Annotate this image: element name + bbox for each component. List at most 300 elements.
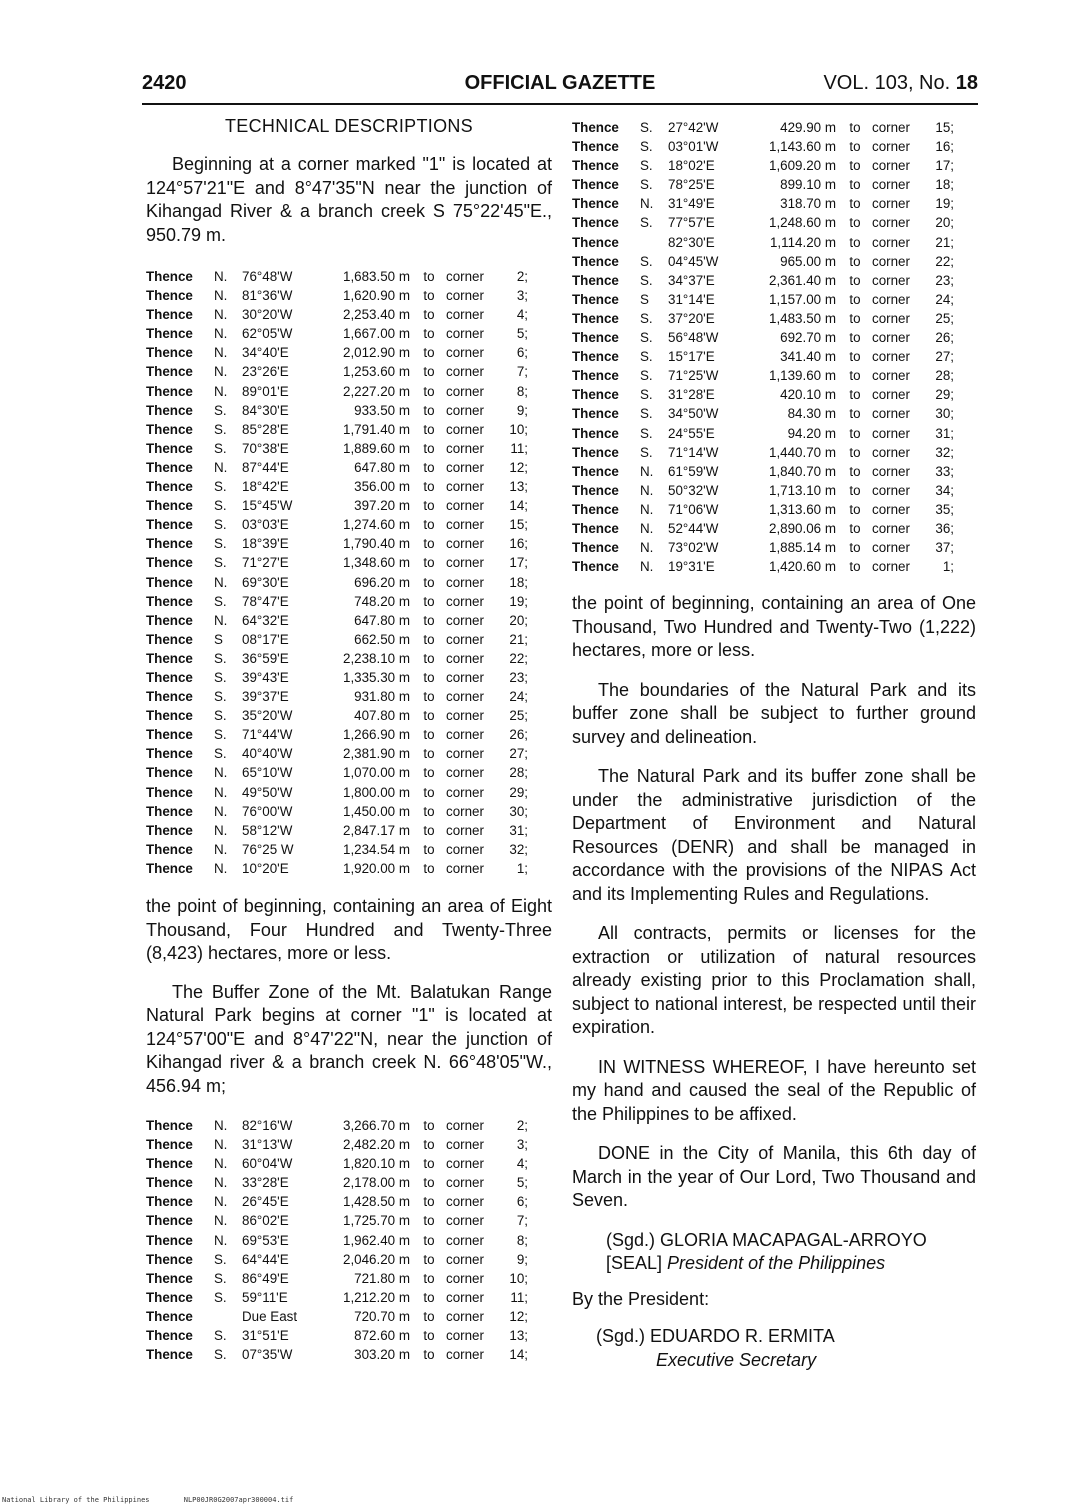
cell-to: to — [423, 1118, 435, 1133]
bearing-row — [146, 1116, 552, 1135]
cell-bearing: 24°55'E — [668, 425, 715, 441]
cell-bearing: 77°57'E — [668, 215, 715, 231]
cell-corner-number: 31; — [935, 425, 954, 441]
bearing-row — [146, 821, 552, 840]
cell-corner-word: corner — [446, 1194, 484, 1210]
cell-thence: Thence — [572, 501, 619, 517]
cell-corner-word: corner — [872, 330, 910, 346]
cell-corner-word: corner — [446, 746, 484, 762]
cell-thence: Thence — [146, 459, 193, 475]
cell-corner-number: 14; — [509, 498, 528, 514]
cell-bearing: 31°51'E — [242, 1328, 289, 1344]
cell-distance: 1,157.00 m — [769, 291, 836, 307]
cell-direction: N. — [214, 307, 228, 323]
cell-corner-word: corner — [446, 555, 484, 571]
bearing-row — [146, 1154, 552, 1173]
cell-corner-number: 21; — [509, 631, 528, 647]
cell-thence: Thence — [572, 482, 619, 498]
cell-distance: 1,335.30 m — [343, 669, 410, 685]
cell-direction: N. — [214, 1213, 228, 1229]
cell-corner-word: corner — [446, 288, 484, 304]
signer-secretary: EDUARDO R. ERMITA — [650, 1326, 835, 1347]
cell-direction: N. — [214, 1232, 228, 1248]
cell-direction: S. — [214, 1328, 227, 1344]
cell-thence: Thence — [572, 291, 619, 307]
cell-to: to — [423, 765, 435, 781]
cell-bearing: 58°12'W — [242, 822, 293, 838]
cell-bearing: 82°30'E — [668, 234, 715, 250]
cell-thence: Thence — [146, 1118, 193, 1133]
cell-to: to — [849, 387, 861, 403]
bearing-row — [572, 156, 976, 175]
bearing-row — [146, 744, 552, 763]
cell-distance: 2,238.10 m — [343, 650, 410, 666]
cell-bearing: 69°30'E — [242, 574, 289, 590]
cell-direction: N. — [640, 501, 654, 517]
seal-marker: [SEAL] — [606, 1253, 663, 1274]
cell-thence: Thence — [572, 215, 619, 231]
cell-corner-word: corner — [446, 669, 484, 685]
cell-corner-word: corner — [446, 1232, 484, 1248]
cell-to: to — [423, 803, 435, 819]
cell-direction: S. — [214, 708, 227, 724]
cell-distance: 2,046.20 m — [343, 1251, 410, 1267]
cell-distance: 2,253.40 m — [343, 307, 410, 323]
cell-corner-number: 16; — [509, 536, 528, 552]
cell-direction: S. — [640, 425, 653, 441]
cell-corner-word: corner — [872, 139, 910, 155]
cell-to: to — [423, 364, 435, 380]
cell-corner-word: corner — [446, 1289, 484, 1305]
publication-title: OFFICIAL GAZETTE — [464, 72, 656, 94]
cell-bearing: 31°14'E — [668, 291, 715, 307]
cell-to: to — [423, 689, 435, 705]
cell-to: to — [423, 1175, 435, 1191]
cell-distance: 1,620.90 m — [343, 288, 410, 304]
cell-distance: 1,820.10 m — [343, 1156, 410, 1172]
cell-direction: N. — [214, 574, 228, 590]
cell-corner-word: corner — [872, 215, 910, 231]
cell-to: to — [423, 1251, 435, 1267]
cell-distance: 1,713.10 m — [769, 482, 836, 498]
cell-to: to — [423, 1289, 435, 1305]
cell-corner-number: 21; — [935, 234, 954, 250]
cell-thence: Thence — [146, 1328, 193, 1344]
cell-corner-word: corner — [446, 631, 484, 647]
cell-corner-word: corner — [446, 689, 484, 705]
cell-corner-number: 10; — [509, 421, 528, 437]
cell-distance: 662.50 m — [354, 631, 410, 647]
cell-corner-word: corner — [872, 349, 910, 365]
cell-thence: Thence — [146, 650, 193, 666]
cell-thence: Thence — [146, 841, 193, 857]
bearing-row — [146, 382, 552, 401]
cell-distance: 429.90 m — [780, 120, 836, 135]
cell-corner-word: corner — [872, 291, 910, 307]
cell-thence: Thence — [572, 330, 619, 346]
cell-corner-word: corner — [446, 364, 484, 380]
cell-bearing: 76°25 W — [242, 841, 294, 857]
cell-bearing: 71°44'W — [242, 727, 293, 743]
cell-corner-number: 25; — [509, 708, 528, 724]
cell-corner-word: corner — [446, 860, 484, 876]
witness-lead: IN WITNESS WHEREOF, — [598, 1056, 808, 1077]
cell-corner-number: 4; — [516, 1156, 528, 1172]
cell-to: to — [423, 517, 435, 533]
cell-distance: 965.00 m — [780, 253, 836, 269]
cell-corner-word: corner — [872, 234, 910, 250]
bearing-row — [572, 328, 976, 347]
cell-corner-number: 1; — [942, 559, 954, 575]
cell-distance: 1,313.60 m — [769, 501, 836, 517]
cell-direction: S. — [640, 330, 653, 346]
cell-corner-number: 19; — [935, 196, 954, 212]
cell-direction: N. — [640, 196, 654, 212]
cell-corner-number: 2; — [516, 269, 528, 284]
bearing-row — [572, 233, 976, 252]
cell-direction: N. — [640, 540, 654, 556]
cell-bearing: 56°48'W — [668, 330, 719, 346]
cell-corner-number: 12; — [509, 1308, 528, 1324]
cell-corner-word: corner — [446, 784, 484, 800]
cell-thence: Thence — [146, 421, 193, 437]
cell-distance: 933.50 m — [354, 402, 410, 418]
cell-to: to — [849, 406, 861, 422]
cell-corner-word: corner — [872, 425, 910, 441]
cell-thence: Thence — [146, 689, 193, 705]
cell-corner-number: 20; — [935, 215, 954, 231]
cell-thence: Thence — [146, 1270, 193, 1286]
cell-direction: S. — [214, 440, 227, 456]
contracts-paragraph: All contracts, permits or licenses for the extraction or utilization of natural resources already existing prior to this Proclamation shall, subject to national interest, be respected until their expiration. — [572, 923, 976, 1038]
cell-thence: Thence — [572, 310, 619, 326]
cell-bearing: 03°03'E — [242, 517, 289, 533]
cell-direction: S. — [214, 689, 227, 705]
cell-to: to — [423, 746, 435, 762]
cell-corner-number: 12; — [509, 459, 528, 475]
cell-direction: S. — [214, 555, 227, 571]
cell-bearing: 36°59'E — [242, 650, 289, 666]
bearing-row — [572, 290, 976, 309]
bearing-row — [572, 118, 976, 137]
cell-to: to — [423, 555, 435, 571]
cell-distance: 94.20 m — [787, 425, 836, 441]
cell-bearing: 86°02'E — [242, 1213, 289, 1229]
cell-to: to — [423, 727, 435, 743]
buffer-area: the point of beginning, containing an area of One Thousand, Two Hundred and Twenty-Two (1,222) hectares, more or less. — [572, 593, 976, 661]
cell-corner-number: 15; — [935, 120, 954, 135]
cell-direction: S. — [214, 536, 227, 552]
cell-bearing: 84°30'E — [242, 402, 289, 418]
bearing-row — [146, 362, 552, 381]
cell-thence: Thence — [572, 463, 619, 479]
bearing-row — [146, 305, 552, 324]
cell-corner-number: 7; — [516, 364, 528, 380]
cell-thence: Thence — [146, 612, 193, 628]
cell-bearing: 03°01'W — [668, 139, 719, 155]
cell-direction: S. — [640, 349, 653, 365]
bearing-row — [572, 481, 976, 500]
cell-bearing: 86°49'E — [242, 1270, 289, 1286]
cell-corner-number: 22; — [935, 253, 954, 269]
left-column — [146, 116, 552, 1364]
cell-corner-number: 4; — [516, 307, 528, 323]
park-boundary-table — [146, 267, 552, 878]
right-column — [572, 116, 976, 1372]
cell-direction: S. — [640, 310, 653, 326]
cell-direction: N. — [214, 841, 228, 857]
cell-distance: 356.00 m — [354, 479, 410, 495]
cell-bearing: 82°16'W — [242, 1118, 293, 1133]
cell-to: to — [849, 158, 861, 174]
buffer-boundary-table — [146, 1116, 552, 1364]
cell-thence: Thence — [146, 1308, 193, 1324]
cell-direction: N. — [214, 1137, 228, 1153]
cell-direction: N. — [214, 1175, 228, 1191]
bearing-row — [146, 1192, 552, 1211]
signer-president: GLORIA MACAPAGAL-ARROYO — [660, 1229, 927, 1250]
cell-bearing: 71°25'W — [668, 368, 719, 384]
bearing-row — [146, 1231, 552, 1250]
bearing-row — [146, 420, 552, 439]
cell-to: to — [423, 631, 435, 647]
cell-corner-number: 6; — [516, 1194, 528, 1210]
cell-corner-number: 2; — [516, 1118, 528, 1133]
cell-bearing: 59°11'E — [242, 1289, 288, 1305]
cell-corner-word: corner — [446, 765, 484, 781]
cell-to: to — [849, 482, 861, 498]
cell-direction: S. — [640, 139, 653, 155]
cell-direction: S — [640, 291, 649, 307]
cell-bearing: 65°10'W — [242, 765, 293, 781]
cell-bearing: 27°42'W — [668, 120, 719, 135]
cell-direction: N. — [214, 1156, 228, 1172]
cell-direction: S. — [640, 158, 653, 174]
sgd-marker-2: (Sgd.) — [596, 1326, 646, 1347]
cell-corner-word: corner — [872, 501, 910, 517]
cell-direction: S. — [214, 517, 227, 533]
cell-distance: 2,847.17 m — [343, 822, 410, 838]
cell-corner-word: corner — [446, 593, 484, 609]
cell-bearing: 34°50'W — [668, 406, 719, 422]
cell-thence: Thence — [146, 593, 193, 609]
cell-bearing: 34°37'E — [668, 272, 715, 288]
cell-corner-word: corner — [872, 540, 910, 556]
cell-distance: 748.20 m — [354, 593, 410, 609]
jurisdiction-paragraph: The Natural Park and its buffer zone shall be under the administrative jurisdiction of the Department of Environment and Natural Resources (DENR) and shall be managed in accordance with the provisions of the NIPAS Act and its Implementing Rules and Regulations. — [572, 766, 976, 904]
cell-distance: 2,361.40 m — [769, 272, 836, 288]
cell-corner-word: corner — [446, 1251, 484, 1267]
bearing-row — [146, 1211, 552, 1230]
bearing-row — [146, 1250, 552, 1269]
cell-thence: Thence — [146, 669, 193, 685]
cell-bearing: 89°01'E — [242, 383, 289, 399]
cell-to: to — [423, 860, 435, 876]
cell-bearing: 50°32'W — [668, 482, 719, 498]
cell-thence: Thence — [146, 784, 193, 800]
cell-corner-number: 3; — [516, 288, 528, 304]
cell-to: to — [423, 1347, 435, 1363]
cell-to: to — [849, 291, 861, 307]
cell-bearing: 64°32'E — [242, 612, 289, 628]
cell-corner-word: corner — [446, 612, 484, 628]
cell-distance: 1,139.60 m — [769, 368, 836, 384]
cell-direction: S. — [640, 215, 653, 231]
cell-distance: 1,143.60 m — [769, 139, 836, 155]
bearing-row — [146, 668, 552, 687]
cell-direction: N. — [214, 326, 228, 342]
cell-direction: N. — [214, 345, 228, 361]
cell-to: to — [849, 310, 861, 326]
cell-thence: Thence — [146, 727, 193, 743]
cell-corner-word: corner — [872, 177, 910, 193]
cell-distance: 1,070.00 m — [343, 765, 410, 781]
cell-distance: 420.10 m — [780, 387, 836, 403]
cell-thence: Thence — [146, 269, 193, 284]
cell-thence: Thence — [572, 406, 619, 422]
bearing-row — [572, 347, 976, 366]
cell-corner-word: corner — [446, 459, 484, 475]
cell-corner-word: corner — [446, 440, 484, 456]
cell-bearing: 04°45'W — [668, 253, 719, 269]
cell-direction: N. — [640, 463, 654, 479]
cell-corner-number: 10; — [509, 1270, 528, 1286]
cell-distance: 2,890.06 m — [769, 520, 836, 536]
cell-corner-number: 37; — [935, 540, 954, 556]
cell-corner-number: 8; — [516, 1232, 528, 1248]
cell-distance: 1,253.60 m — [343, 364, 410, 380]
cell-thence: Thence — [146, 1213, 193, 1229]
cell-distance: 647.80 m — [354, 612, 410, 628]
cell-bearing: 52°44'W — [668, 520, 719, 536]
cell-bearing: 34°40'E — [242, 345, 289, 361]
cell-bearing: 31°49'E — [668, 196, 715, 212]
cell-bearing: 18°42'E — [242, 479, 289, 495]
cell-to: to — [423, 669, 435, 685]
cell-to: to — [849, 368, 861, 384]
cell-to: to — [423, 288, 435, 304]
cell-corner-number: 24; — [509, 689, 528, 705]
cell-corner-number: 6; — [516, 345, 528, 361]
cell-corner-number: 26; — [509, 727, 528, 743]
cell-to: to — [423, 593, 435, 609]
section-heading: TECHNICAL DESCRIPTIONS — [225, 116, 473, 136]
cell-corner-number: 25; — [935, 310, 954, 326]
cell-direction: N. — [640, 559, 654, 575]
bearing-row — [572, 175, 976, 194]
bearing-row — [572, 404, 976, 423]
cell-distance: 1,420.60 m — [769, 559, 836, 575]
cell-direction: N. — [640, 482, 654, 498]
cell-corner-word: corner — [446, 1118, 484, 1133]
cell-thence: Thence — [146, 708, 193, 724]
cell-corner-word: corner — [872, 196, 910, 212]
signature-block-secretary — [572, 1325, 976, 1372]
cell-to: to — [849, 196, 861, 212]
bearing-row — [146, 859, 552, 878]
bearing-row — [146, 706, 552, 725]
cell-direction: N. — [214, 822, 228, 838]
cell-to: to — [423, 440, 435, 456]
cell-direction: S — [214, 631, 223, 647]
cell-distance: 1,725.70 m — [343, 1213, 410, 1229]
cell-thence: Thence — [146, 1347, 193, 1363]
cell-thence: Thence — [572, 272, 619, 288]
cell-corner-word: corner — [446, 307, 484, 323]
cell-corner-word: corner — [446, 574, 484, 590]
bearing-row — [146, 1269, 552, 1288]
cell-thence: Thence — [146, 1156, 193, 1172]
cell-corner-word: corner — [446, 727, 484, 743]
cell-to: to — [423, 650, 435, 666]
cell-to: to — [423, 459, 435, 475]
sgd-marker-1: (Sgd.) — [606, 1229, 656, 1250]
cell-to: to — [849, 540, 861, 556]
header-rule — [142, 103, 978, 105]
scan-footer — [2, 1496, 323, 1504]
cell-distance: 1,274.60 m — [343, 517, 410, 533]
cell-thence: Thence — [146, 765, 193, 781]
cell-corner-number: 9; — [516, 1251, 528, 1267]
page-header — [142, 72, 978, 102]
cell-distance: 2,012.90 m — [343, 345, 410, 361]
cell-corner-word: corner — [446, 1175, 484, 1191]
bearing-row — [146, 1326, 552, 1345]
cell-distance: 1,791.40 m — [343, 421, 410, 437]
cell-corner-number: 15; — [509, 517, 528, 533]
cell-to: to — [849, 349, 861, 365]
cell-direction: N. — [214, 459, 228, 475]
cell-to: to — [423, 1213, 435, 1229]
cell-thence: Thence — [572, 158, 619, 174]
cell-distance: 696.20 m — [354, 574, 410, 590]
cell-bearing: 76°00'W — [242, 803, 293, 819]
cell-bearing: 18°02'E — [668, 158, 715, 174]
cell-thence: Thence — [572, 139, 619, 155]
cell-distance: 2,178.00 m — [343, 1175, 410, 1191]
cell-to: to — [423, 1156, 435, 1172]
cell-corner-word: corner — [446, 1213, 484, 1229]
cell-distance: 1,234.54 m — [343, 841, 410, 857]
cell-thence: Thence — [146, 860, 193, 876]
cell-distance: 1,840.70 m — [769, 463, 836, 479]
cell-corner-number: 35; — [935, 501, 954, 517]
cell-corner-number: 32; — [509, 841, 528, 857]
cell-corner-word: corner — [446, 1137, 484, 1153]
cell-corner-word: corner — [446, 708, 484, 724]
cell-direction: S. — [640, 387, 653, 403]
cell-distance: 1,790.40 m — [343, 536, 410, 552]
cell-direction — [214, 1307, 242, 1326]
footer-library: National Library of the Philippines — [2, 1496, 150, 1504]
cell-bearing: 19°31'E — [668, 559, 715, 575]
cell-corner-number: 28; — [935, 368, 954, 384]
cell-direction: S. — [214, 1251, 227, 1267]
bearing-row — [572, 538, 976, 557]
cell-corner-number: 19; — [509, 593, 528, 609]
cell-corner-word: corner — [446, 479, 484, 495]
cell-corner-word: corner — [446, 841, 484, 857]
cell-to: to — [423, 841, 435, 857]
bearing-row — [146, 592, 552, 611]
cell-to: to — [423, 1270, 435, 1286]
done-paragraph — [572, 1142, 976, 1213]
cell-thence: Thence — [146, 440, 193, 456]
cell-to: to — [423, 822, 435, 838]
cell-thence: Thence — [146, 822, 193, 838]
cell-thence: Thence — [572, 368, 619, 384]
cell-thence: Thence — [146, 574, 193, 590]
